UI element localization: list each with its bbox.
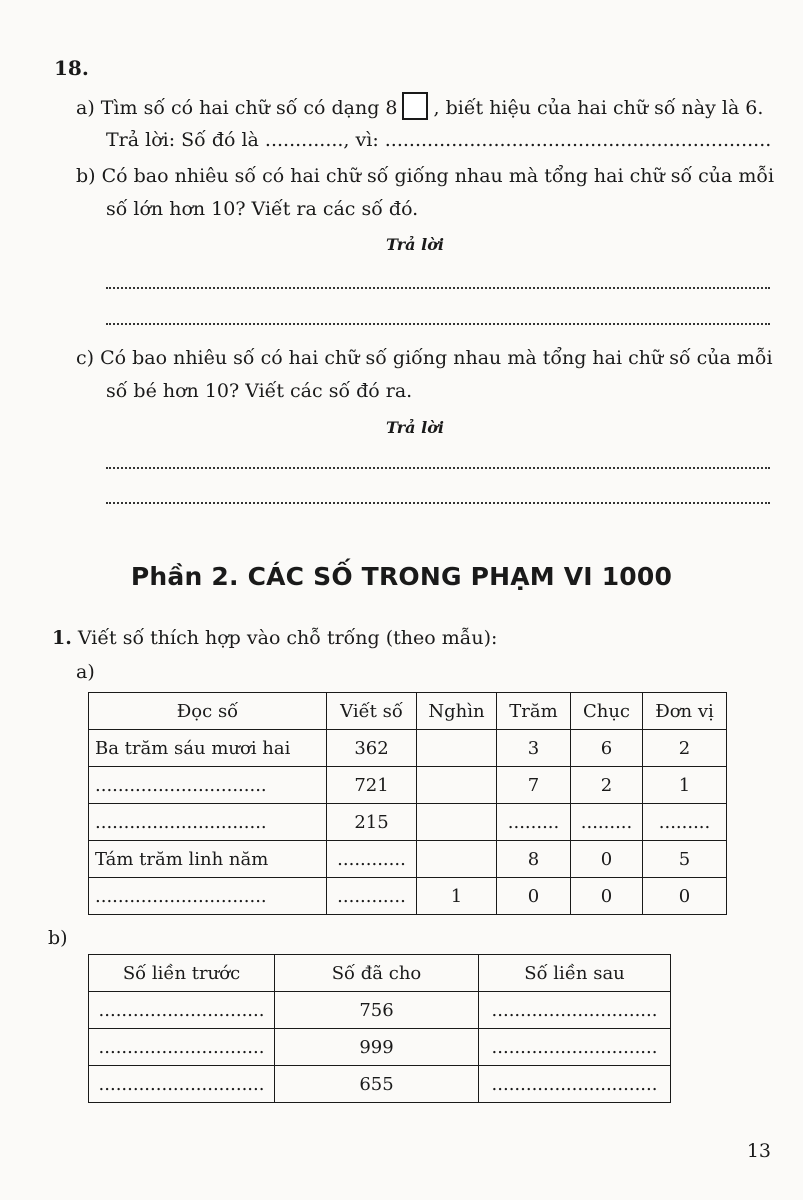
table-cell: 0 xyxy=(571,841,643,878)
table-cell: 3 xyxy=(497,730,571,767)
exercise-1a-label: a) xyxy=(76,661,95,683)
header-cell: Nghìn xyxy=(417,693,497,730)
table-cell: Ba trăm sáu mươi hai xyxy=(89,730,327,767)
table-cell: 721 xyxy=(327,767,417,804)
table-cell: 0 xyxy=(643,878,727,915)
table-row xyxy=(89,878,727,915)
table-cell: 5 xyxy=(643,841,727,878)
header-cell: Đọc số xyxy=(89,693,327,730)
table-cell-blank[interactable]: ............................. xyxy=(89,992,275,1029)
exercise-18c-line2: số bé hơn 10? Viết các số đó ra. xyxy=(106,380,413,402)
table-row xyxy=(89,1066,671,1103)
exercise-18b-line1: b) Có bao nhiêu số có hai chữ số giống nhau mà tổng hai chữ số của mỗi xyxy=(76,165,775,187)
table-cell-blank[interactable]: .............................. xyxy=(89,878,327,915)
table-cell-blank[interactable]: ......... xyxy=(571,804,643,841)
table-cell-blank[interactable]: .............................. xyxy=(89,767,327,804)
exercise-18b-answer-line-1[interactable] xyxy=(106,287,770,289)
exercise-18b-answer-line-2[interactable] xyxy=(106,323,770,325)
exercise-18c-answer-line-2[interactable] xyxy=(106,502,770,504)
exercise-18b-line2: số lớn hơn 10? Viết ra các số đó. xyxy=(106,198,419,220)
table-header-row xyxy=(89,693,727,730)
table-cell: 2 xyxy=(643,730,727,767)
section-heading: Phần 2. CÁC SỐ TRONG PHẠM VI 1000 xyxy=(130,562,673,591)
header-cell: Trăm xyxy=(497,693,571,730)
table-cell-blank[interactable]: ......... xyxy=(497,804,571,841)
table-cell: 0 xyxy=(571,878,643,915)
table-cell: 2 xyxy=(571,767,643,804)
neighbor-numbers-table xyxy=(88,954,671,1103)
table-cell xyxy=(417,767,497,804)
table-cell-blank[interactable]: ............ xyxy=(327,878,417,915)
table-cell-blank[interactable]: ............................. xyxy=(89,1029,275,1066)
exercise-18-number: 18. xyxy=(54,56,89,80)
table-cell-blank[interactable]: ............................. xyxy=(89,1066,275,1103)
exercise-1-instruction xyxy=(52,626,497,650)
table-cell: 362 xyxy=(327,730,417,767)
header-cell: Số liền sau xyxy=(479,955,671,992)
table-row xyxy=(89,767,727,804)
header-cell: Đơn vị xyxy=(643,693,727,730)
table-cell: 0 xyxy=(497,878,571,915)
exercise-1-instruction-text: Viết số thích hợp vào chỗ trống (theo mẫu): xyxy=(77,627,498,649)
exercise-1b-label: b) xyxy=(48,927,68,949)
table-row xyxy=(89,730,727,767)
table-row xyxy=(89,1029,671,1066)
table-cell: 999 xyxy=(275,1029,479,1066)
exercise-1-number: 1. xyxy=(52,627,72,649)
table-cell: 8 xyxy=(497,841,571,878)
table-cell: 7 xyxy=(497,767,571,804)
table-cell-blank[interactable]: ............................. xyxy=(479,1066,671,1103)
exercise-18a-answer-line[interactable]: Trả lời: Số đó là ............., vì: ................................................................ xyxy=(106,129,772,151)
table-cell-blank[interactable]: ............ xyxy=(327,841,417,878)
table-cell: 1 xyxy=(417,878,497,915)
table-cell: Tám trăm linh năm xyxy=(89,841,327,878)
exercise-18a-text-after: , biết hiệu của hai chữ số này là 6. xyxy=(433,97,764,119)
table-cell: 655 xyxy=(275,1066,479,1103)
page-number: 13 xyxy=(746,1140,771,1162)
table-cell xyxy=(417,804,497,841)
exercise-18c-answer-label: Trả lời xyxy=(386,418,444,437)
exercise-18c-answer-line-1[interactable] xyxy=(106,467,770,469)
table-cell-blank[interactable]: ............................. xyxy=(479,1029,671,1066)
exercise-18b-answer-label: Trả lời xyxy=(386,235,444,254)
digit-blank-box[interactable] xyxy=(402,92,428,120)
place-value-table xyxy=(88,692,727,915)
exercise-18c-line1: c) Có bao nhiêu số có hai chữ số giống nhau mà tổng hai chữ số của mỗi xyxy=(76,347,773,369)
table-cell: 756 xyxy=(275,992,479,1029)
table-header-row xyxy=(89,955,671,992)
table-row xyxy=(89,841,727,878)
table-cell: 1 xyxy=(643,767,727,804)
header-cell: Viết số xyxy=(327,693,417,730)
table-cell-blank[interactable]: ............................. xyxy=(479,992,671,1029)
table-cell xyxy=(417,841,497,878)
table-row xyxy=(89,992,671,1029)
header-cell: Số liền trước xyxy=(89,955,275,992)
header-cell: Chục xyxy=(571,693,643,730)
table-cell-blank[interactable]: ......... xyxy=(643,804,727,841)
table-row xyxy=(89,804,727,841)
header-cell: Số đã cho xyxy=(275,955,479,992)
table-cell: 6 xyxy=(571,730,643,767)
table-cell xyxy=(417,730,497,767)
table-cell: 215 xyxy=(327,804,417,841)
table-cell-blank[interactable]: .............................. xyxy=(89,804,327,841)
exercise-18a-question xyxy=(76,92,763,120)
exercise-18a-text-before: a) Tìm số có hai chữ số có dạng 8 xyxy=(76,97,398,119)
